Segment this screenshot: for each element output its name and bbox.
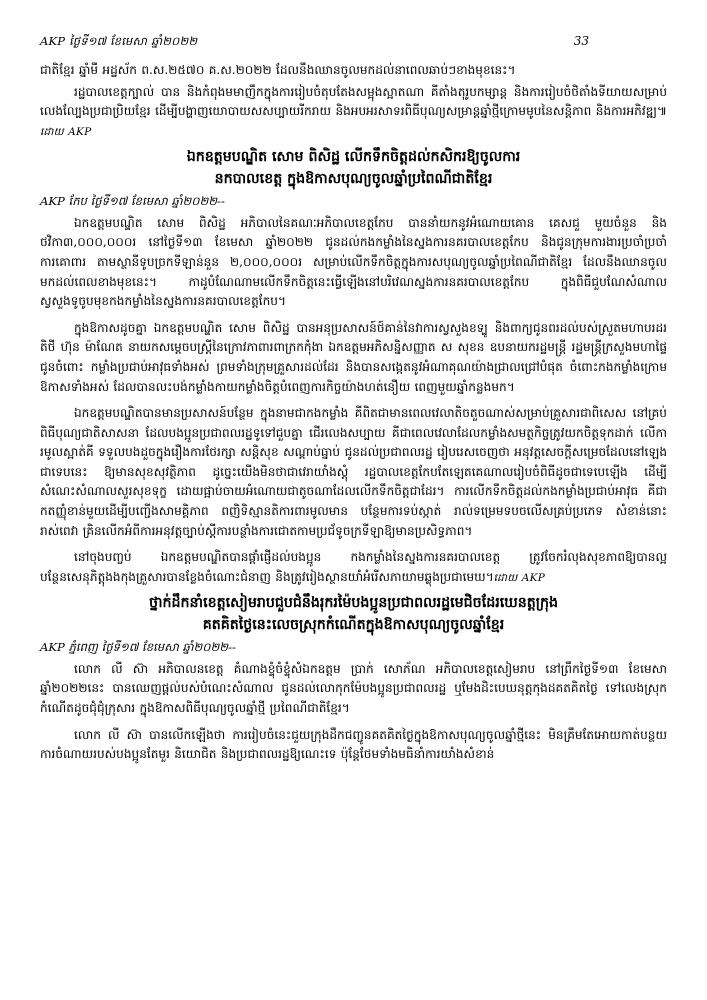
article-three xyxy=(40,593,667,764)
byline: ដោយ AKP xyxy=(40,125,92,138)
page-header xyxy=(40,34,667,51)
paragraph: ឯកឧត្តមបណ្ឌិតបានមានប្រសាសន៍បន្ថែម ក្នុងនាមជាកងកម្លាំង គីពិតជាមានពេលវេលាតិចតួចណាស់សម្រាប់គ្រួសារជាពិសេស នៅគ្រប់ពិធីបុណ្យជាតិសាសនា ដែលបងប្អូនប្រជាពលរដ្ឋទូទៅជួបគ្នា ជើរលេងសប្បាយ គីជាពេលវេលាដែលកម្លាំងសមត្ថកិច្ចត្រូវយកចិត្តទុកដាក់ លើការមូលស្អាត់គី ទទួលបងដួចក្នុងរឿងការថែរក្សា សន្តិសុខ សណ្តាប់ធ្នាប់ ជូនដល់ប្រជាពលរដ្ឋ រៀបរេសចេញថា អនុវត្តសេចក្តីសម្រេចដែលនៅឡេងជាទេបនេះ ឱ្យមានសុខសុវត្ថិភាព ដូច្នេះយើងមិនថាជាវេរាយាំងស្តុំ រដ្ឋបាលខេត្តកែបតែឡេតគេណាលរៀបចំពិធីដូចជាទេបេឡើង ដើម្បីសំណេះសំណាលសួរសុខទុក្ខ ដោយផ្អាប់ចាយអំណោយជាតូចណាដែលលើកទឹកចិត្តជាដែរ។ ការលើកទឹកចិត្តដល់កងកម្លាំងប្រជាប់អាវុធ គីជាកតញ្ញុំខាន់មួយដើម្បីបញ្ជើងសាមគ្គិភាព ពញិទិស្មានតិការពារមូលមាន បន្ថែមការទប់ស្កាត់ រាល់ទម្រេមទបចលើសគ្រប់ប្រភេទ សំខាន់នោះ រាស់ពេវា គ្រិនលើកអំពីការអនុវត្តច្បាប់ស្តីការបន្ថាំងការជោតកាមប្រជ័ទូចក្រទីឡាឱ្យមានប្រសិទ្ធភាព។ xyxy=(40,406,667,538)
header-publication-date: AKP ថ្ងៃទី១៧ ខែមេសា ឆ្នាំ២០២២ xyxy=(40,34,198,48)
headline-line-2: នកបាលខេត្ត ក្នុងឱកាសបុណ្យចូលឆ្នាំប្រពៃណីជាតិខ្មែរ xyxy=(214,170,493,187)
paragraph-text: នៅចុងបញ្ចប់ ឯកឧត្តមបណ្ឌិតបានផ្តាំផ្ញើដល់បងប្អូន កងកម្លាំងនៃស្នងការនគរបាលខេត្ត ត្រូវចែករំលុងសុខភាពឱ្យបានល្អ បន្ថែនសេនុភិត្តុងងកុងគ្រួសារបានខ្លែងចំណោះជំនាញ និងត្រូវរៀងស្ថានយាំអំរើសភាយាមឆ្លុងប្រជាមេឃ។ xyxy=(40,550,667,584)
article-two xyxy=(40,147,667,587)
article-two-headline xyxy=(40,147,667,190)
paragraph xyxy=(40,548,667,587)
paragraph: លោក លី ស៊ា បានលើកឡើងថា ការរៀបចំនេះជួយក្រុងដឹកជញ្ជូនគតគិតថ្ងៃក្នុងឱកាសបុណ្យចូលឆ្នាំថ្មីនេះ មិនគ្រឹមតែអោយកាត់បន្ថយការចំណាយរបស់បងប្អូនតែមួរ និយោជិត និងប្រជាពលរដ្ឋឱ្យណេះទេ ប៉ុន្តែថែមទាំងមធិនាំការយាំងសំខាន់ xyxy=(40,727,667,762)
paragraph: ក្នុងឱកាសដូចគ្នា ឯកឧត្តមបណ្ឌិត សោម ពិសិដ្ឋ បានអនុប្រសាសន៍ថ៍គាន់នៃវាការស្វសួងខទ្បូ និងពាក្យជូនពរដល់បស់ស្រួតមហាបរដរតិថី ហ៊ុន ម៉ាណែត នាយកសម្ដេចបស្រ្តីនៃក្រោវភាពារពាក្រកកុំងា ឯកឧត្តមអភិសន្និសញ្ញាត ស សុខន ឧបនាយករដ្ឋមន្ត្រី រដ្ឋមន្ត្រីក្រសួងមហាផ្ទៃ ជូនចំពោះ កម្លាំងប្រជាប់អាវុធទាំងអស់ ព្រមទាំងក្រុមគ្រួសារដល់ដែរ និងបានសង្កេតនូវអំណាគុណយ៉ាងជ្រាលជ្រៅបំផុត ចំពោះកងកម្លាំងក្រោមឱកាសទាំងអស់ ដែលបានលះបង់កម្លាំងកាយកម្លាំងចិត្តបំពេញការកិច្ចយ៉ាងហត់នឿយ ពេញមួយឆ្នាំកន្លងមក។ xyxy=(40,320,667,394)
paragraph xyxy=(40,83,667,142)
paragraph-text: រដ្ឋបាលខេត្តក្បាល់ បាន និងកំពុងមមាញឹកក្នុងការរៀបចំតុបតែងសម្អុងស្អាតណា គីតាំងតុរូបកម្សាន្ត និងការរៀបចំថិតាំងទីយាយសម្រាប់លេងល្បែងប្រជាប្រិយខ្មែរ ដើម្បីបង្ហាញយោបាយសសប្បាយរីករាយ និងអបអរសាទរពិធីបុណ្យសម្រាន្តឆ្នាំថ្មីក្រោមមូបនៃសន្តិភាព និងការអភិវឌ្ឍ៕ xyxy=(40,84,667,119)
article-continuation xyxy=(40,61,667,141)
article-two-dateline: AKP កែប ថ្ងៃទី១៧ ខែមេសា ឆ្នាំ២០២២-- xyxy=(40,193,225,208)
headline-line-1: ឯកឧត្តមបណ្ឌិត សោម ពិសិដ្ឋ លើកទឹកចិត្តដល់កសិករឱ្យចូលការ xyxy=(186,149,521,166)
article-three-dateline: AKP ភ្នំពេញ ថ្ងៃទី១៧ ខែមេសា ឆ្នាំ២០២២-- xyxy=(40,639,236,654)
paragraph: ជាតិខ្មែរ ឆ្នាំមឺ អដ្ឋស័ក ព.ស.២៥៧០ គ.ស.២០២២ ដែលនឹងឈានចូលមកដល់នាពេលឆាប់ៗខាងមុខនេះ។ xyxy=(40,63,516,77)
paragraph: ឯកឧត្តមបណ្ឌិត សោម ពិសិដ្ឋ អភិបាលនៃគណៈអភិបាលខេត្តកែប បាននាំយកនូវអំណោយគោន គេសជួ មួយចំនួន និងថវិកា៣,០០០,០០០រ នៅថ្ងៃទី១៣ ខែមេសា ឆ្នាំ២០២២ ជូនដល់កងកម្លាំងនៃស្នងការនគរបាលខេត្តកែប និងជូនក្រុមការងារប្រចាំប្រចាំការគោពារ តាមស្ថានីទូបច្រកទីឡាន់នួន ២,០០០,០០០រ សម្រាប់លើកទឹកចិត្តក្នុងការសបុណ្យចូលឆ្នាំប្រពៃណីជាតិខ្មែរ ដែលនឹងឈានចូលមកដល់ពេលខាងមុខនេះ។ កាដូបំណែណាមលើកទឹកចិត្តនេះធ្វើឡើងនៅបរិវេណស្នងការនគរបាលខេត្តកែប ក្នុងពិធីជួបណែសំណាល ស្វសួងទូចូបមុខកងកម្លាំងនៃស្នងការនគរបាលខេត្តកែប។ xyxy=(40,215,667,309)
article-three-headline xyxy=(40,593,667,636)
byline: ដោយ AKP xyxy=(493,571,546,584)
paragraph: លោក លី ស៊ា អភិបាលនខេត្ត គំណាងខ្ទុំចំខ្ទុំសំឯកឧត្តម ប្រាក់ សោភ័ណ អភិបាលខេត្តសៀមរាប នៅព្រឹកថ្ងៃទី១៣ ខែមេសា ឆ្នាំ២០២២នេះ បានឈេញផ្តល់បស់បំណេះសំណាល ជូនដល់លោកុកម៉ែបងប្អូនប្រជាពលរដ្ឋ ឬមែងដិះបេឃនុត្តកុងដគតគិតថ្ងៃ ទៅលេងស្រុកកំណើតដូចជុំជុំក្រុសារ ក្នុងឱកាសពិធីបុណ្យចូលឆ្នាំថ្មី ប្រពៃណីជាតិខ្មែរ។ xyxy=(40,661,667,716)
headline-line-2: គតគិតថ្ងៃនេះលេចស្រុកកំណើតក្នុងឱកាសបុណ្យចូលឆ្នាំខ្មែរ xyxy=(202,616,505,633)
page-number: 33 xyxy=(573,34,589,48)
headline-line-1: ថ្នាក់ដឹកនាំខេត្តសៀមរាបជួបជំនឹងរុករម៉ៃបងប្អូនប្រជាពលរដ្ឋមេជិចដែរឃេនត្តក្រុង xyxy=(149,595,558,612)
